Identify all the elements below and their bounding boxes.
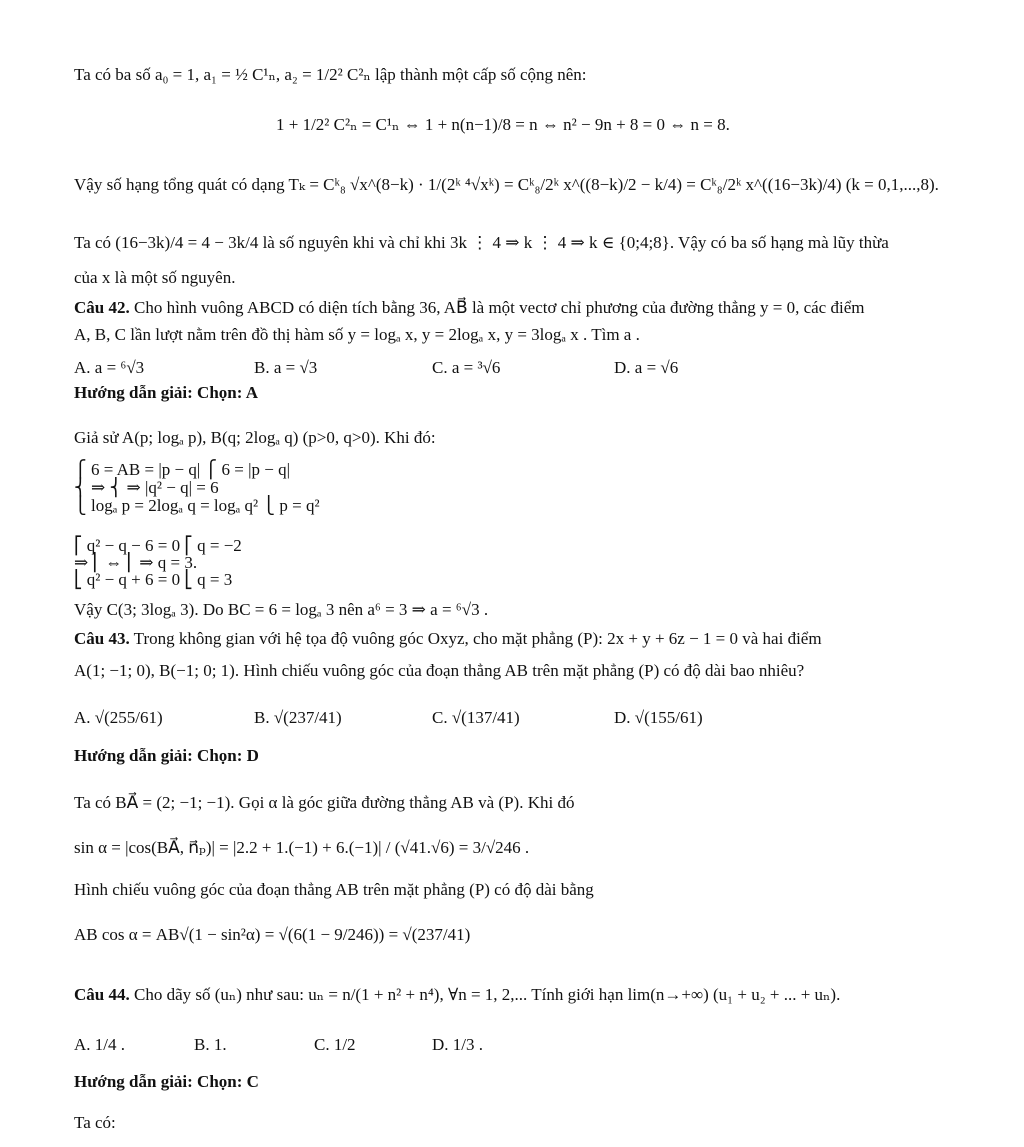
q43-option-d: D. √(155/61) <box>614 708 703 727</box>
question-43 <box>74 629 822 649</box>
q43-option-c: C. √(137/41) <box>432 708 520 727</box>
q42-solution-2: ⎧ 6 = AB = |p − q| ⎧ 6 = |p − q| <box>74 460 290 479</box>
q43-solution-2: sin α = |cos(BA⃗, n⃗ₚ)| = |2.2 + 1.(−1) + 6.(−1)| / (√41.√6) = 3/√246 . <box>74 838 530 857</box>
q43-answer-label: Hướng dẫn giải: Chọn: D <box>74 746 259 765</box>
q42-option-a: A. a = ⁶√3 <box>74 358 145 377</box>
q42-solution-5: ⎡ q² − q − 6 = 0 ⎡ q = −2 <box>74 536 242 555</box>
q42-solution-4: ⎩ logₐ p = 2logₐ q = logₐ q² ⎩ p = q² <box>74 496 320 515</box>
question-43-title: Câu 43. <box>74 629 130 648</box>
q44-option-a: A. 1/4 . <box>74 1035 125 1054</box>
question-44-title: Câu 44. <box>74 985 130 1004</box>
q44-option-b: B. 1. <box>194 1035 227 1054</box>
q42-solution-6: ⇒ ⎢ ⇔ ⎢ ⇒ q = 3. <box>74 553 198 572</box>
q43-option-a: A. √(255/61) <box>74 708 163 727</box>
q43-solution-4: AB cos α = AB√(1 − sin²α) = √(6(1 − 9/246)) = √(237/41) <box>74 925 471 944</box>
question-42-text-2: A, B, C lần lượt nằm trên đồ thị hàm số y = logₐ x, y = 2logₐ x, y = 3logₐ x . Tìm a . <box>74 325 640 344</box>
q42-solution-1: Giả sử A(p; logₐ p), B(q; 2logₐ q) (p>0, q>0). Khi đó: <box>74 428 436 447</box>
q42-option-c: C. a = ³√6 <box>432 358 501 377</box>
question-42-title: Câu 42. <box>74 298 130 317</box>
intro-line-3: Vậy số hạng tổng quát có dạng Tₖ = Cᵏ₈ √x^(8−k) · 1/(2ᵏ ⁴√xᵏ) = Cᵏ₈/2ᵏ x^((8−k)/2 − k/4) = Cᵏ₈/2ᵏ x^((16−3k)/4) (k = 0,1,...,8). <box>74 175 939 194</box>
intro-line-1: Ta có ba số a₀ = 1, a₁ = ½ C¹ₙ, a₂ = 1/2² C²ₙ lập thành một cấp số cộng nên: <box>74 65 587 84</box>
q44-answer-label: Hướng dẫn giải: Chọn: C <box>74 1072 259 1091</box>
question-42-text-1: Cho hình vuông ABCD có diện tích bằng 36, AB⃗ là một vectơ chỉ phương của đường thẳng y = 0, các điểm <box>129 298 865 317</box>
question-43-text-1: Trong không gian với hệ tọa độ vuông góc Oxyz, cho mặt phẳng (P): 2x + y + 6z − 1 = 0 và hai điểm <box>129 629 822 648</box>
question-44-text-1: Cho dãy số (uₙ) như sau: uₙ = n/(1 + n² + n⁴), ∀n = 1, 2,... Tính giới hạn lim(n→+∞) (u₁ + u₂ + ... + uₙ). <box>129 985 841 1004</box>
q42-solution-7: ⎣ q² − q + 6 = 0 ⎣ q = 3 <box>74 570 233 589</box>
q42-solution-3: ⎨ ⇒ ⎨ ⇒ |q² − q| = 6 <box>74 478 219 497</box>
q42-option-d: D. a = √6 <box>614 358 679 377</box>
q44-option-c: C. 1/2 <box>314 1035 356 1054</box>
intro-line-5: của x là một số nguyên. <box>74 268 236 287</box>
q43-option-b: B. √(237/41) <box>254 708 342 727</box>
q42-solution-8: Vậy C(3; 3logₐ 3). Do BC = 6 = logₐ 3 nên a⁶ = 3 ⇒ a = ⁶√3 . <box>74 600 489 619</box>
question-42 <box>74 298 864 318</box>
question-44 <box>74 985 840 1005</box>
q43-solution-1: Ta có BA⃗ = (2; −1; −1). Gọi α là góc giữa đường thẳng AB và (P). Khi đó <box>74 793 575 812</box>
q44-solution-1: Ta có: <box>74 1113 116 1132</box>
q42-option-b: B. a = √3 <box>254 358 318 377</box>
q42-answer-label: Hướng dẫn giải: Chọn: A <box>74 383 258 402</box>
intro-line-2: 1 + 1/2² C²ₙ = C¹ₙ ⇔ 1 + n(n−1)/8 = n ⇔ n² − 9n + 8 = 0 ⇔ n = 8. <box>276 115 730 134</box>
intro-line-4: Ta có (16−3k)/4 = 4 − 3k/4 là số nguyên khi và chỉ khi 3k ⋮ 4 ⇒ k ⋮ 4 ⇒ k ∈ {0;4;8}. Vậy có ba số hạng mà lũy thừa <box>74 233 889 252</box>
q44-option-d: D. 1/3 . <box>432 1035 483 1054</box>
question-43-text-2: A(1; −1; 0), B(−1; 0; 1). Hình chiếu vuông góc của đoạn thẳng AB trên mặt phẳng (P) có độ dài bao nhiêu? <box>74 661 805 680</box>
q43-solution-3: Hình chiếu vuông góc của đoạn thẳng AB trên mặt phẳng (P) có độ dài bằng <box>74 880 594 899</box>
